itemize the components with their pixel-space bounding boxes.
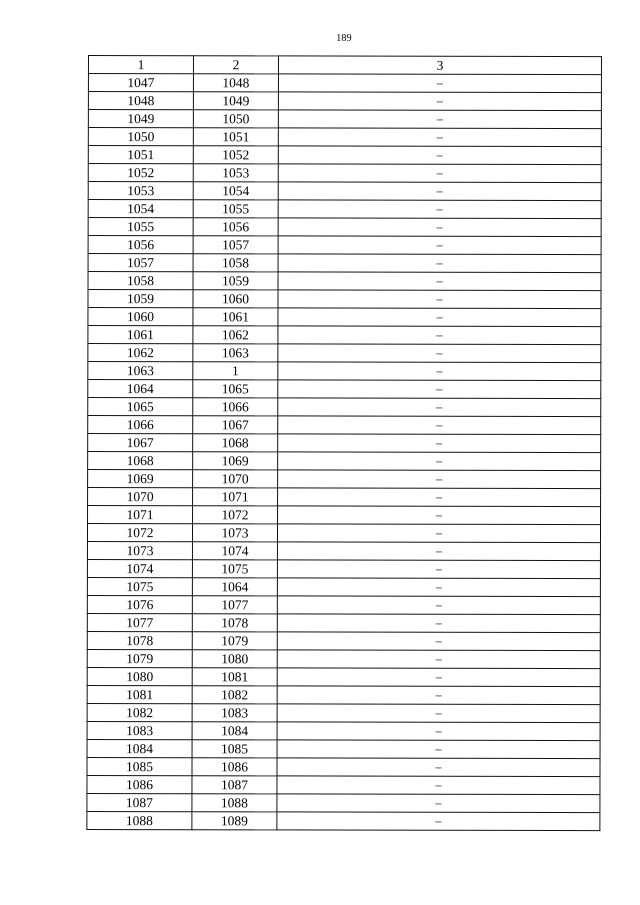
table-cell-col-2: 1053 <box>193 164 278 182</box>
table-cell-col-3: – <box>278 416 601 435</box>
table-row <box>87 721 600 740</box>
table-cell-col-3: – <box>278 110 601 129</box>
table-cell-col-2: 1059 <box>193 272 278 290</box>
table-cell-col-1: 1073 <box>87 542 192 560</box>
table-row <box>88 506 601 525</box>
table-row <box>87 703 600 722</box>
table-cell-col-3: – <box>278 290 601 309</box>
table-cell-col-2: 1067 <box>193 416 278 434</box>
table-cell-col-3: – <box>277 812 600 831</box>
table-cell-col-3: – <box>278 272 601 291</box>
table-cell-col-3: – <box>277 578 600 597</box>
table-cell-col-3: – <box>277 794 600 813</box>
table-cell-col-1: 1049 <box>88 110 193 128</box>
table-cell-col-2: 1077 <box>192 596 277 614</box>
table-cell-col-3: – <box>278 218 601 237</box>
table-cell-col-2: 1066 <box>193 398 278 416</box>
table-cell-col-2: 1086 <box>192 758 277 776</box>
table-row <box>88 344 601 363</box>
table-cell-col-2: 1088 <box>192 794 277 812</box>
table-row <box>87 559 600 578</box>
table-cell-col-2: 1052 <box>193 146 278 164</box>
table-row <box>88 92 601 111</box>
table-cell-col-2: 1049 <box>193 92 278 110</box>
table-cell-col-2: 1071 <box>193 488 278 506</box>
table-row <box>88 200 601 219</box>
table-cell-col-3: – <box>277 632 600 651</box>
table-cell-col-2: 1082 <box>192 686 277 704</box>
table-row <box>88 164 601 183</box>
table-cell-col-3: – <box>278 200 601 219</box>
table-row <box>88 326 601 345</box>
table-row <box>87 577 600 596</box>
table-cell-col-2: 1089 <box>192 812 277 830</box>
table-cell-col-1: 1081 <box>87 685 192 703</box>
table-row <box>88 74 601 93</box>
table-cell-col-3: – <box>278 344 601 363</box>
table-cell-col-1: 1070 <box>88 488 193 506</box>
table-cell-col-1: 1079 <box>87 649 192 667</box>
table-cell-col-2: 1069 <box>193 452 278 470</box>
table-cell-col-3: – <box>277 686 600 705</box>
table-cell-col-3: – <box>278 74 601 93</box>
table-header <box>88 56 601 75</box>
table-cell-col-2: 1054 <box>193 182 278 200</box>
table-cell-col-1: 1056 <box>88 236 193 254</box>
table-cell-col-3: – <box>278 434 601 453</box>
table-cell-col-1: 1058 <box>88 272 193 290</box>
table-cell-col-3: – <box>277 776 600 795</box>
table-row <box>88 182 601 201</box>
table-row <box>87 524 600 543</box>
table-cell-col-1: 1071 <box>88 506 193 524</box>
page-number: 189 <box>336 33 352 44</box>
table-cell-col-3: – <box>278 308 601 327</box>
table-cell-col-3: – <box>277 722 600 741</box>
table-cell-col-2: 1 <box>193 362 278 380</box>
table-cell-col-1: 1072 <box>87 524 192 542</box>
table-cell-col-3: – <box>277 650 600 669</box>
table-cell-col-1: 1087 <box>87 793 192 811</box>
table-cell-col-2: 1074 <box>192 542 277 560</box>
table-cell-col-1: 1085 <box>87 757 192 775</box>
table-cell-col-1: 1080 <box>87 667 192 685</box>
table-row <box>87 613 600 632</box>
table-row <box>88 254 601 273</box>
table-cell-col-3: – <box>278 128 601 147</box>
table-header-row <box>88 56 601 75</box>
table-cell-col-2: 1072 <box>193 506 278 524</box>
table-cell-col-3: – <box>278 452 601 471</box>
table-cell-col-3: – <box>277 758 600 777</box>
table-cell-col-1: 1054 <box>88 200 193 218</box>
table-cell-col-3: – <box>277 614 600 633</box>
table-cell-col-2: 1081 <box>192 668 277 686</box>
table-row <box>88 146 601 165</box>
table-row <box>88 218 601 237</box>
data-table <box>86 55 602 831</box>
table-cell-col-1: 1064 <box>88 380 193 398</box>
table-cell-col-2: 1063 <box>193 344 278 362</box>
table-row <box>88 398 601 417</box>
table-row <box>87 667 600 686</box>
table-cell-col-3: – <box>278 398 601 417</box>
table-cell-col-2: 1055 <box>193 200 278 218</box>
table-cell-col-3: – <box>277 740 600 759</box>
table-row <box>87 757 600 776</box>
table-cell-col-2: 1070 <box>193 470 278 488</box>
table-row <box>87 595 600 614</box>
table-cell-col-2: 1057 <box>193 236 278 254</box>
table-cell-col-2: 1062 <box>193 326 278 344</box>
table-cell-col-1: 1053 <box>88 182 193 200</box>
table-cell-col-1: 1067 <box>88 434 193 452</box>
table-cell-col-1: 1061 <box>88 326 193 344</box>
table-row <box>88 128 601 147</box>
table-cell-col-3: – <box>278 146 601 165</box>
table-cell-col-2: 1051 <box>193 128 278 146</box>
table-cell-col-3: – <box>278 488 601 507</box>
table-row <box>87 649 600 668</box>
table-row <box>87 739 600 758</box>
table-cell-col-1: 1066 <box>88 416 193 434</box>
table-cell-col-1: 1057 <box>88 254 193 272</box>
table-cell-col-2: 1050 <box>193 110 278 128</box>
table-row <box>88 416 601 435</box>
table-cell-col-1: 1068 <box>88 452 193 470</box>
table-row <box>87 542 600 561</box>
table-cell-col-2: 1048 <box>193 74 278 92</box>
table-cell-col-1: 1069 <box>88 470 193 488</box>
table-row <box>88 236 601 255</box>
table-row <box>88 380 601 399</box>
table-cell-col-2: 1080 <box>192 650 277 668</box>
table-row <box>87 811 600 830</box>
table-cell-col-3: – <box>277 524 600 543</box>
table-cell-col-2: 1078 <box>192 614 277 632</box>
table-cell-col-3: – <box>278 470 601 489</box>
table-cell-col-3: – <box>277 704 600 723</box>
table-row <box>88 290 601 309</box>
table-row <box>88 452 601 471</box>
table-cell-col-3: – <box>277 560 600 579</box>
table-cell-col-2: 1087 <box>192 776 277 794</box>
table-cell-col-1: 1047 <box>88 74 193 92</box>
table-cell-col-3: – <box>278 506 601 525</box>
table-row <box>88 110 601 129</box>
table-row <box>87 775 600 794</box>
table-cell-col-2: 1060 <box>193 290 278 308</box>
table-cell-col-3: – <box>277 542 600 561</box>
table-cell-col-3: – <box>278 254 601 273</box>
column-header-2: 2 <box>193 56 278 74</box>
table-cell-col-2: 1056 <box>193 218 278 236</box>
table-cell-col-1: 1084 <box>87 739 192 757</box>
table-cell-col-1: 1075 <box>87 577 192 595</box>
table-cell-col-1: 1074 <box>87 559 192 577</box>
table-row <box>88 434 601 453</box>
table-cell-col-1: 1076 <box>87 595 192 613</box>
table-row <box>88 362 601 381</box>
table-row <box>87 685 600 704</box>
table-cell-col-1: 1082 <box>87 703 192 721</box>
column-header-1: 1 <box>88 56 193 74</box>
table-cell-col-3: – <box>278 362 601 381</box>
table-row <box>88 272 601 291</box>
table-cell-col-2: 1084 <box>192 722 277 740</box>
table-cell-col-1: 1060 <box>88 308 193 326</box>
table-cell-col-1: 1086 <box>87 775 192 793</box>
table-cell-col-1: 1051 <box>88 146 193 164</box>
table-cell-col-2: 1085 <box>192 740 277 758</box>
table-row <box>87 631 600 650</box>
table-cell-col-1: 1055 <box>88 218 193 236</box>
table-cell-col-3: – <box>277 596 600 615</box>
table-body <box>87 74 602 831</box>
table-row <box>87 793 600 812</box>
table-cell-col-2: 1079 <box>192 632 277 650</box>
table-cell-col-3: – <box>277 668 600 687</box>
table-cell-col-1: 1063 <box>88 362 193 380</box>
table-cell-col-1: 1083 <box>87 721 192 739</box>
table-cell-col-2: 1075 <box>192 560 277 578</box>
table-cell-col-1: 1059 <box>88 290 193 308</box>
table-cell-col-3: – <box>278 182 601 201</box>
table-cell-col-1: 1078 <box>87 631 192 649</box>
table-cell-col-1: 1088 <box>87 811 192 829</box>
table-cell-col-3: – <box>278 326 601 345</box>
table-cell-col-1: 1065 <box>88 398 193 416</box>
table-cell-col-3: – <box>278 380 601 399</box>
table-cell-col-2: 1058 <box>193 254 278 272</box>
table-cell-col-3: – <box>278 164 601 183</box>
table-cell-col-3: – <box>278 92 601 111</box>
table-cell-col-2: 1061 <box>193 308 278 326</box>
table-cell-col-2: 1083 <box>192 704 277 722</box>
table-cell-col-3: – <box>278 236 601 255</box>
table-cell-col-2: 1064 <box>192 578 277 596</box>
table-cell-col-1: 1048 <box>88 92 193 110</box>
table-cell-col-1: 1077 <box>87 613 192 631</box>
table-row <box>88 308 601 327</box>
table-cell-col-1: 1062 <box>88 344 193 362</box>
table-cell-col-1: 1052 <box>88 164 193 182</box>
table-cell-col-1: 1050 <box>88 128 193 146</box>
table-row <box>88 470 601 489</box>
table-row <box>88 488 601 507</box>
table-cell-col-2: 1065 <box>193 380 278 398</box>
table-cell-col-2: 1073 <box>192 524 277 542</box>
column-header-3: 3 <box>278 56 601 75</box>
table-cell-col-2: 1068 <box>193 434 278 452</box>
